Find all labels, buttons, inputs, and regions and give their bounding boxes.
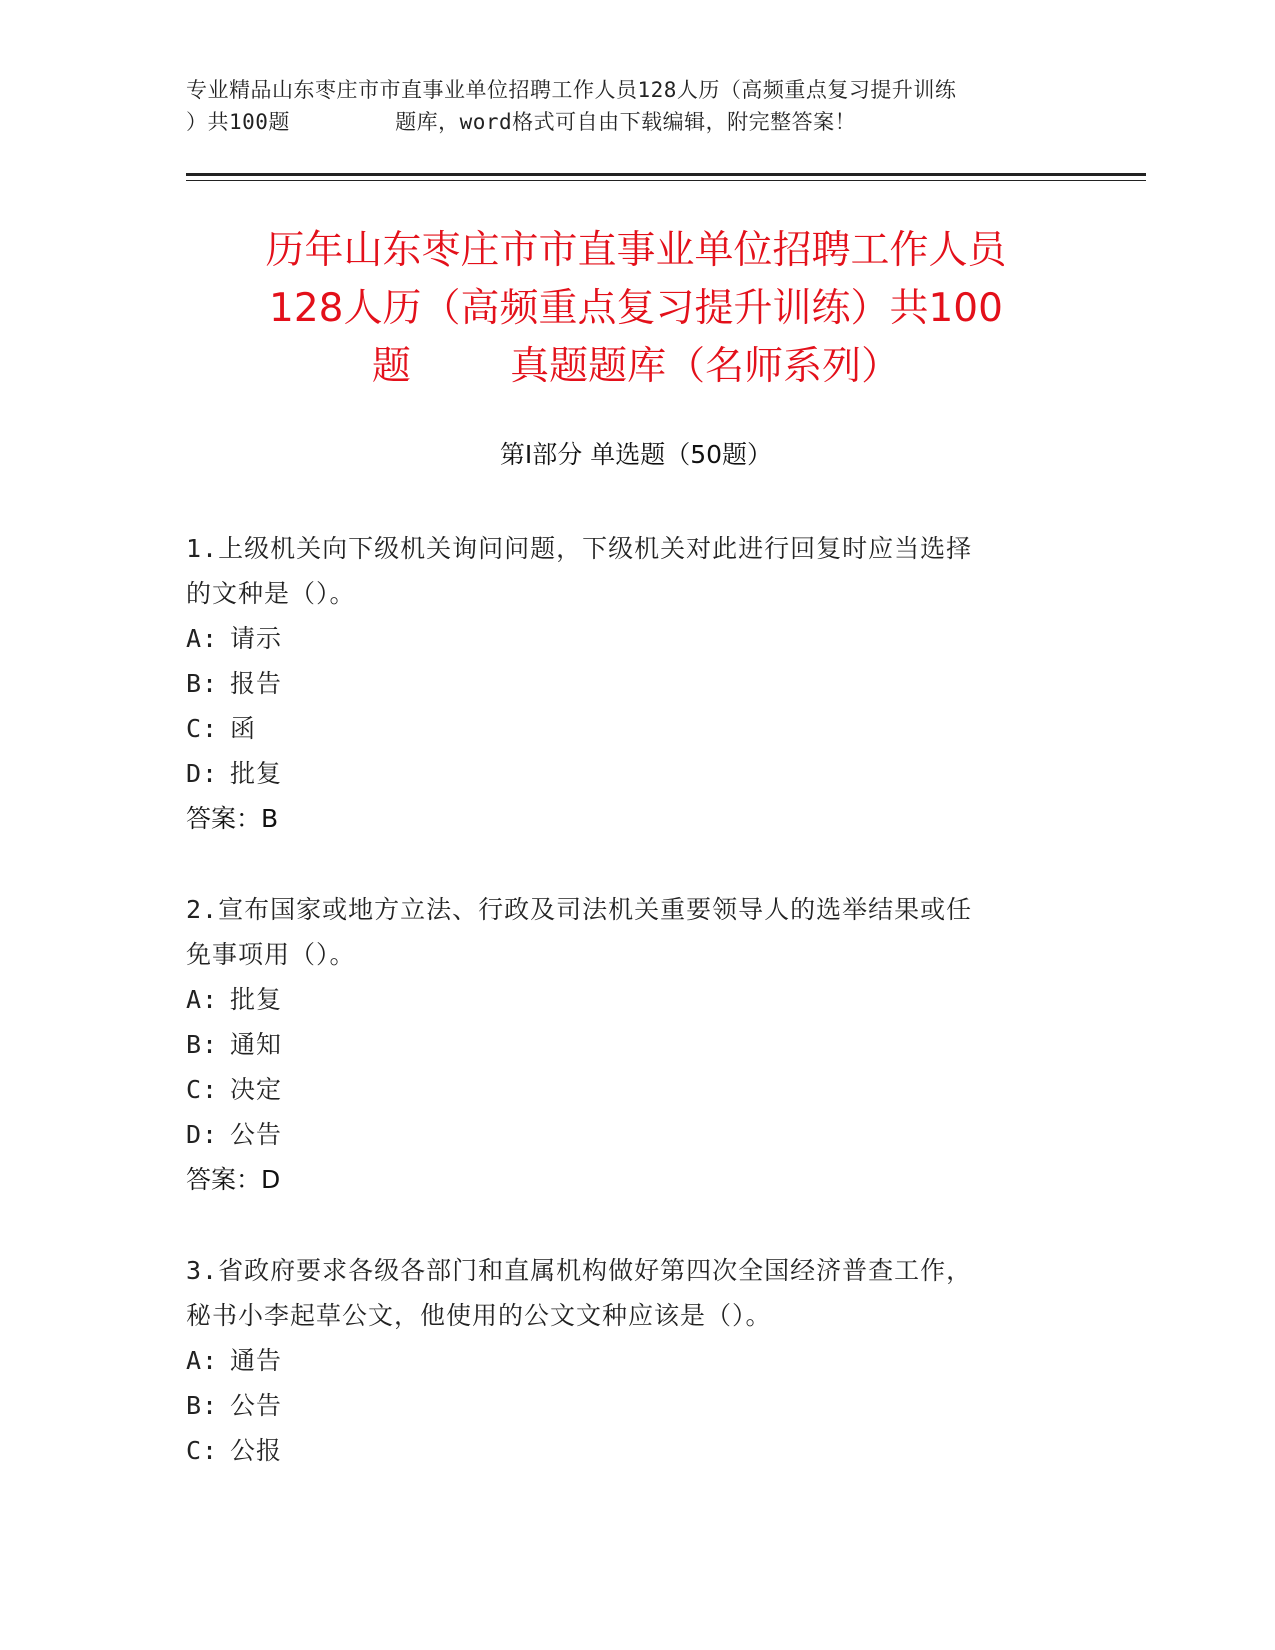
option-text: 请示 [230,624,283,653]
option-text: 公告 [230,1120,283,1149]
question-stem-line: 秘书小李起草公文，他使用的公文文种应该是（）。 [186,1301,772,1330]
option-key: D: [186,1120,219,1149]
section-heading: 第Ⅰ部分 单选题（50题） [499,440,773,469]
header-note-line: ）共100题 题库，word格式可自由下载编辑，附完整答案！ [186,110,857,134]
option-key: A: [186,624,219,653]
document-title-line: 128人历（高频重点复习提升训练）共100 [269,286,1003,331]
option-a [186,616,1086,661]
option-key: D: [186,759,219,788]
answer-line: 答案：D [186,1165,281,1194]
document-title-line: 题 真题题库（名师系列） [371,344,901,389]
option-key: B: [186,1391,219,1420]
header-note [186,74,1086,138]
question-stem [186,1248,1086,1338]
option-b [186,1383,1086,1428]
option-key: C: [186,1436,219,1465]
option-key: A: [186,985,219,1014]
question-stem-line: 3.省政府要求各级各部门和直属机构做好第四次全国经济普查工作， [186,1256,973,1285]
question-item [186,1248,1086,1473]
question-stem-line: 免事项用（）。 [186,940,356,969]
question-stem-line: 的文种是（）。 [186,579,356,608]
question-stem [186,887,1086,977]
option-key: B: [186,1030,219,1059]
option-key: B: [186,669,219,698]
header-note-line: 专业精品山东枣庄市市直事业单位招聘工作人员128人历（高频重点复习提升训练 [186,78,957,102]
question-item [186,887,1086,1202]
question-list [186,526,1086,1519]
option-d [186,1112,1086,1157]
option-d [186,751,1086,796]
option-text: 批复 [230,759,283,788]
option-text: 决定 [230,1075,283,1104]
option-a [186,1338,1086,1383]
option-key: C: [186,714,219,743]
option-a [186,977,1086,1022]
header-divider-thick [186,173,1146,176]
option-text: 通知 [230,1030,283,1059]
option-text: 函 [230,714,257,743]
document-title [186,222,1086,396]
option-c [186,706,1086,751]
option-text: 公报 [230,1436,283,1465]
option-c [186,1067,1086,1112]
header-divider-thin [186,180,1146,181]
document-title-line: 历年山东枣庄市市直事业单位招聘工作人员 [265,228,1007,273]
option-b [186,1022,1086,1067]
option-text: 报告 [230,669,283,698]
answer-line: 答案：B [186,804,279,833]
option-key: C: [186,1075,219,1104]
option-key: A: [186,1346,219,1375]
option-text: 通告 [230,1346,283,1375]
question-stem [186,526,1086,616]
question-item [186,526,1086,841]
option-c [186,1428,1086,1473]
option-text: 批复 [230,985,283,1014]
question-stem-line: 1.上级机关向下级机关询问问题，下级机关对此进行回复时应当选择 [186,534,973,563]
option-text: 公告 [230,1391,283,1420]
question-stem-line: 2.宣布国家或地方立法、行政及司法机关重要领导人的选举结果或任 [186,895,973,924]
option-b [186,661,1086,706]
